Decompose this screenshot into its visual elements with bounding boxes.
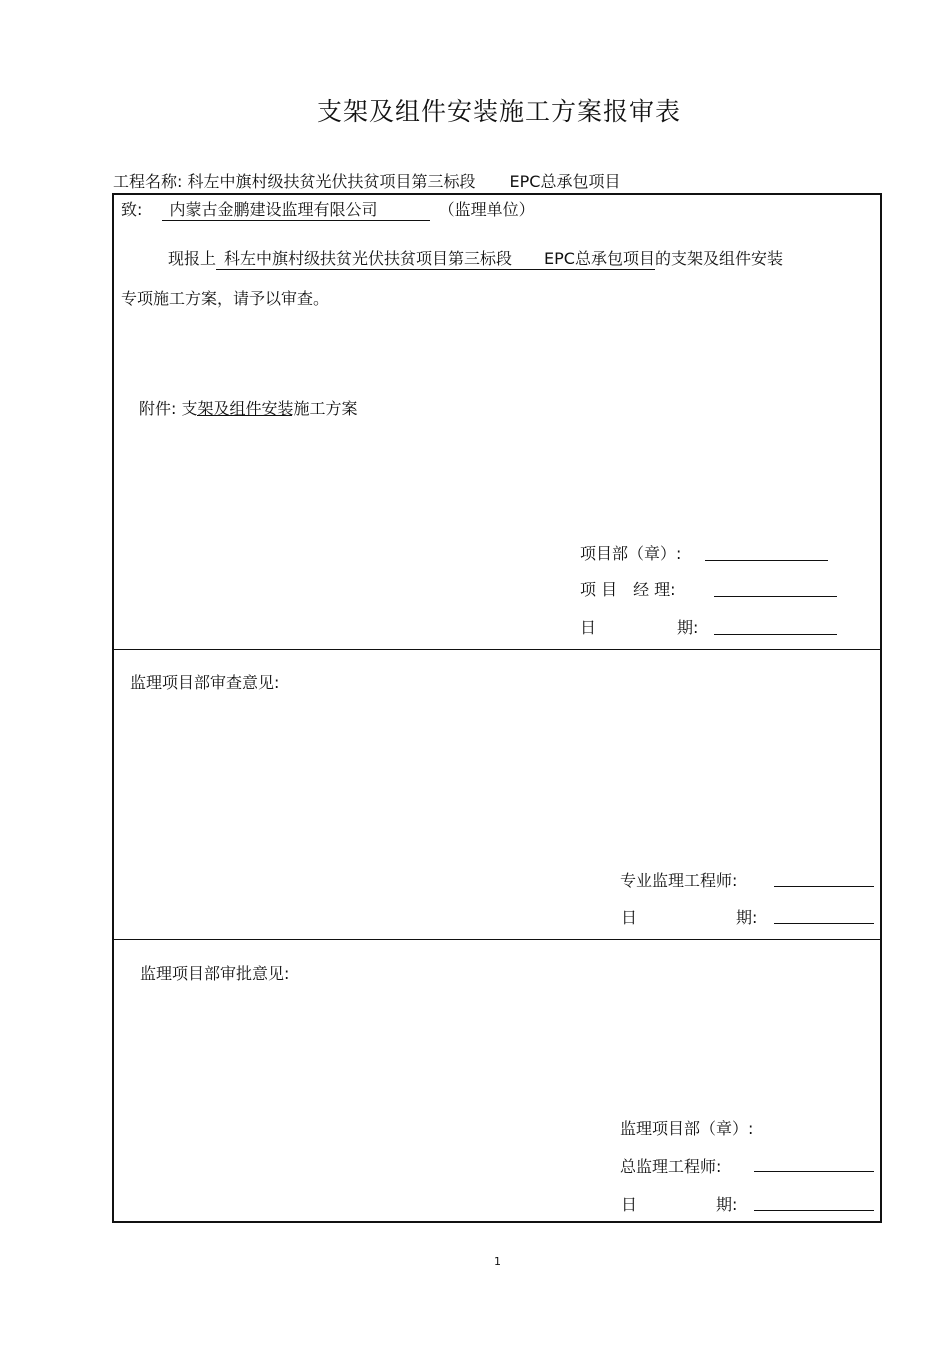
project-manager-label: 项 目 经 理:: [580, 580, 676, 599]
project-dept-seal-label: 项目部（章）:: [580, 544, 682, 563]
project-name-part1: 科左中旗村级扶贫光伏扶贫项目第三标段: [187, 172, 476, 191]
to-line: [121, 197, 535, 221]
chief-engineer-blank: [754, 1171, 874, 1172]
date-label-left: 日: [621, 1195, 638, 1214]
attachment-name: 支架及组件安装施工方案: [181, 399, 358, 418]
review-heading: 监理项目部审查意见:: [130, 673, 280, 692]
date-label-right: 期:: [716, 1195, 738, 1214]
supervising-engineer-blank: [774, 886, 874, 887]
approval-heading: 监理项目部审批意见:: [140, 964, 290, 983]
submission-prefix: 现报上: [168, 249, 217, 268]
form-frame: [112, 193, 882, 1223]
attachment-label: 附件:: [139, 399, 177, 418]
chief-engineer-label: 总监理工程师:: [620, 1157, 722, 1176]
page-title: 支架及组件安装施工方案报审表: [316, 97, 681, 126]
submission-project-field: 科左中旗村级扶贫光伏扶贫项目第三标段 EPC总承包项目: [216, 246, 655, 270]
attachment-underline: [197, 415, 292, 416]
date-label-right: 期:: [736, 908, 758, 927]
page-number: 1: [494, 1255, 501, 1268]
project-name-part2: EPC总承包项目: [509, 172, 621, 191]
recipient-suffix: （监理单位）: [438, 200, 535, 219]
submission-line-1: [168, 246, 783, 270]
project-dept-seal-blank: [705, 560, 828, 561]
submission-line-2: 专项施工方案，请予以审查。: [121, 289, 330, 308]
supervising-engineer-label: 专业监理工程师:: [620, 871, 738, 890]
project-label: 工程名称:: [113, 172, 183, 191]
review-date-blank: [774, 923, 874, 924]
approval-date-blank: [754, 1210, 874, 1211]
project-manager-blank: [714, 596, 837, 597]
section-divider: [112, 939, 882, 940]
date-label-right: 期:: [677, 618, 699, 637]
recipient-field: 内蒙古金鹏建设监理有限公司: [162, 197, 430, 221]
to-label: 致:: [121, 200, 143, 219]
section-divider: [112, 649, 882, 650]
project-name-line: [113, 169, 620, 192]
supervision-dept-seal-label: 监理项目部（章）:: [620, 1119, 754, 1138]
date-label-left: 日: [580, 618, 597, 637]
submission-suffix: 的支架及组件安装: [654, 249, 783, 268]
contractor-date-blank: [714, 634, 837, 635]
date-label-left: 日: [621, 908, 638, 927]
